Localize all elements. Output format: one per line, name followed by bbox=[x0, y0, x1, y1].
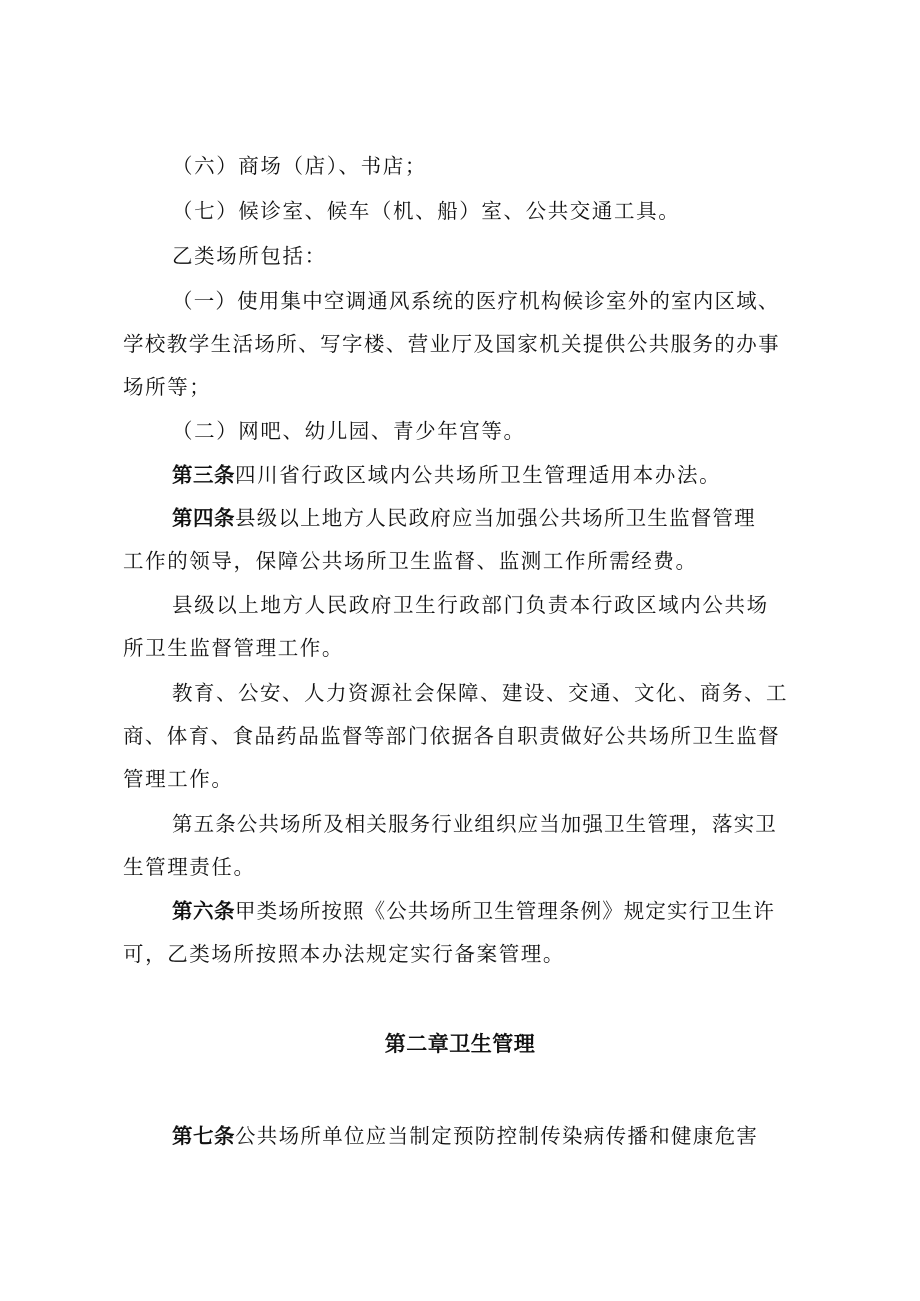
article-4-para3-cont bbox=[123, 722, 780, 750]
article-label: 第七条 bbox=[172, 1124, 235, 1148]
line-text: （七）候诊室、候车（机、船）室、公共交通工具。 bbox=[172, 199, 681, 223]
line-text: 管理工作。 bbox=[123, 767, 234, 791]
b-list-item-1 bbox=[172, 287, 780, 315]
b-list-item-2 bbox=[172, 417, 526, 445]
article-3 bbox=[172, 461, 721, 489]
line-text: 第五条公共场所及相关服务行业组织应当加强卫生管理，落实卫 bbox=[172, 812, 777, 836]
line-text: 学校教学生活场所、写字楼、营业厅及国家机关提供公共服务的办事 bbox=[123, 332, 780, 356]
category-b-intro bbox=[172, 242, 327, 270]
article-4-para3 bbox=[172, 679, 788, 707]
line-text: 商、体育、食品药品监督等部门依据各自职责做好公共场所卫生监督 bbox=[123, 724, 780, 748]
article-4-para2-cont bbox=[123, 634, 344, 662]
line-text: 教育、公安、人力资源社会保障、建设、交通、文化、商务、工 bbox=[172, 681, 788, 705]
b-list-item-1-cont2 bbox=[123, 373, 211, 401]
article-7 bbox=[172, 1122, 758, 1150]
article-4-para2 bbox=[172, 591, 769, 619]
article-4-cont bbox=[123, 547, 698, 575]
article-4-para3-cont2 bbox=[123, 765, 234, 793]
article-text: 四川省行政区域内公共场所卫生管理适用本办法。 bbox=[235, 463, 722, 487]
article-6-cont bbox=[123, 940, 565, 968]
b-list-item-1-cont bbox=[123, 330, 780, 358]
line-text: 乙类场所包括： bbox=[172, 244, 327, 268]
line-text: （一）使用集中空调通风系统的医疗机构候诊室外的室内区域、 bbox=[172, 289, 780, 313]
line-text: 所卫生监督管理工作。 bbox=[123, 636, 344, 660]
article-text: 甲类场所按照《公共场所卫生管理条例》规定实行卫生许 bbox=[235, 899, 775, 923]
line-text: 县级以上地方人民政府卫生行政部门负责本行政区域内公共场 bbox=[172, 593, 769, 617]
article-5-cont bbox=[123, 853, 256, 881]
article-text: 县级以上地方人民政府应当加强公共场所卫生监督管理 bbox=[235, 506, 756, 530]
line-text: 生管理责任。 bbox=[123, 855, 256, 879]
line-text: 可，乙类场所按照本办法规定实行备案管理。 bbox=[123, 942, 565, 966]
article-5 bbox=[172, 810, 777, 838]
article-6 bbox=[172, 897, 775, 925]
list-item-7 bbox=[172, 197, 680, 225]
list-item-6 bbox=[172, 152, 427, 180]
line-text: （二）网吧、幼儿园、青少年宫等。 bbox=[172, 419, 526, 443]
line-text: 场所等； bbox=[123, 375, 212, 399]
article-label: 第六条 bbox=[172, 899, 235, 923]
line-text: （六）商场（店）、书店； bbox=[172, 154, 427, 178]
chapter-heading: 第二章卫生管理 bbox=[384, 1032, 536, 1056]
line-text: 工作的领导，保障公共场所卫生监督、监测工作所需经费。 bbox=[123, 549, 698, 573]
article-4 bbox=[172, 504, 756, 532]
article-label: 第三条 bbox=[172, 463, 235, 487]
article-label: 第四条 bbox=[172, 506, 235, 530]
article-text: 公共场所单位应当制定预防控制传染病传播和健康危害 bbox=[235, 1124, 759, 1148]
